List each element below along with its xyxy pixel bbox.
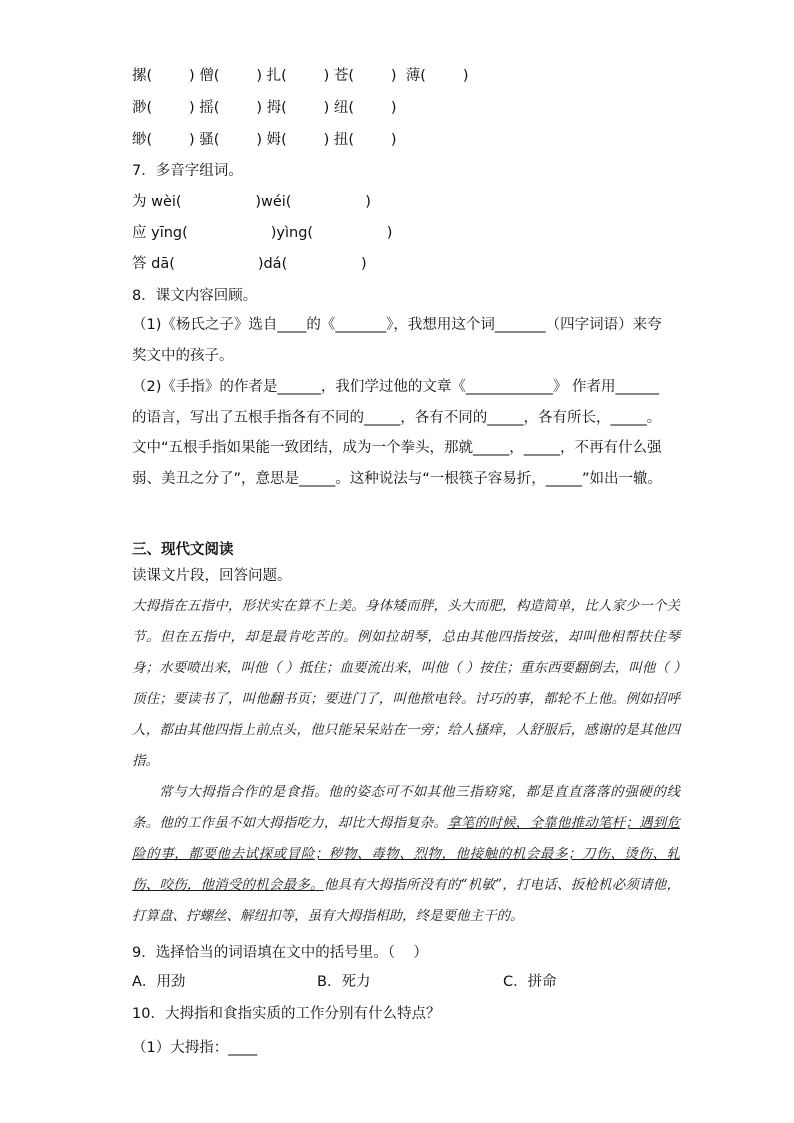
q8-title: 8．课文内容回顾。 [132, 288, 258, 304]
passage-paragraph-2 [132, 777, 680, 932]
passage-paragraph-1: 大拇指在五指中，形状实在算不上美。身体矮而胖，头大而肥，构造简单，比人家少一个关节。但在五指中，却是最肯吃苦的。例如拉胡琴，总由其他四指按弦，却叫他相帮扶住琴身；水要喷出来，叫他（ ）抵住；血要流出来，叫他（ ）按住；重东西要翻倒去，叫他（ ）顶住；要读书了，叫他翻书页；要进门了，叫他揿电铃。讨巧的事，都轮不上他。例如招呼人，都由其他四指上前点头，他只能呆呆站在一旁；给人搔痒，人舒服后，感谢的是其他四指。 [132, 598, 680, 769]
passage-text: 他具有大拇指所没有的“机敏”，打电话、扳枪机必须请他，打算盘、拧螺丝、解纽扣等，虽有大拇指相助，终是要他主干的。 [132, 877, 681, 924]
q10-sub1: （1）大拇指：____ [132, 1040, 258, 1056]
passage [132, 591, 680, 932]
q9-option-c: C．拼命 [503, 974, 557, 990]
q9-option-a: A．用劲 [132, 974, 186, 990]
q8-part1: （1)《杨氏之子》选自____的《_______》，我想用这个词_______（四字词语）来夸奖文中的孩子。 [132, 317, 662, 364]
q8-part2: （2)《手指》的作者是______，我们学过他的文章《____________》 作者用______的语言，写出了五根手指各有不同的_____，各有不同的_____，各有所长，_____。文中“五根手指如果能一致团结，成为一个拳头，那就_____，_____，不再有什么强弱、美丑之分了”，意思是_____。这种说法与“一根筷子容易折，_____”如出一辙。 [132, 379, 663, 487]
q10-title: 10．大拇指和食指实质的工作分别有什么特点？ [132, 1006, 441, 1022]
q7-row-wei: 为 wèi( )wéi( ) [132, 194, 371, 210]
q9-title: 9．选择恰当的词语填在文中的括号里。（ ） [132, 945, 428, 961]
passage-text: 常与大拇指合作的是食指。他的姿态可不如其他三指窈窕，都是直直落落的强硬的线条。他的工作虽不如大拇指吃力，却比大拇指复杂。 [132, 784, 680, 831]
q9-option-b: B．死力 [317, 974, 371, 990]
char-row-2: 渺( ) 摇( ) 拇( ) 纽( ) [132, 100, 397, 116]
char-row-3: 缈( ) 骚( ) 姆( ) 扭( ) [132, 132, 397, 148]
q7-title: 7．多音字组词。 [132, 163, 243, 179]
underlined-sentence: 拿笔的时候，全靠他推动笔杆；遇到危险的事，都要他去试探或冒险；秽物、毒物、烈物，他接触的机会最多；刀伤、烫伤、轧伤、咬伤，他消受的机会最多。 [132, 815, 681, 893]
q7-row-da: 答 dā( )dá( ) [132, 256, 367, 272]
char-row-1: 摞( ) 僧( ) 扎( ) 苍( ) 薄( ) [132, 68, 469, 84]
section-heading: 三、现代文阅读 [132, 542, 234, 558]
reading-instruction: 读课文片段，回答问题。 [132, 568, 292, 584]
q7-row-ying: 应 yīng( )yìng( ) [132, 225, 393, 241]
